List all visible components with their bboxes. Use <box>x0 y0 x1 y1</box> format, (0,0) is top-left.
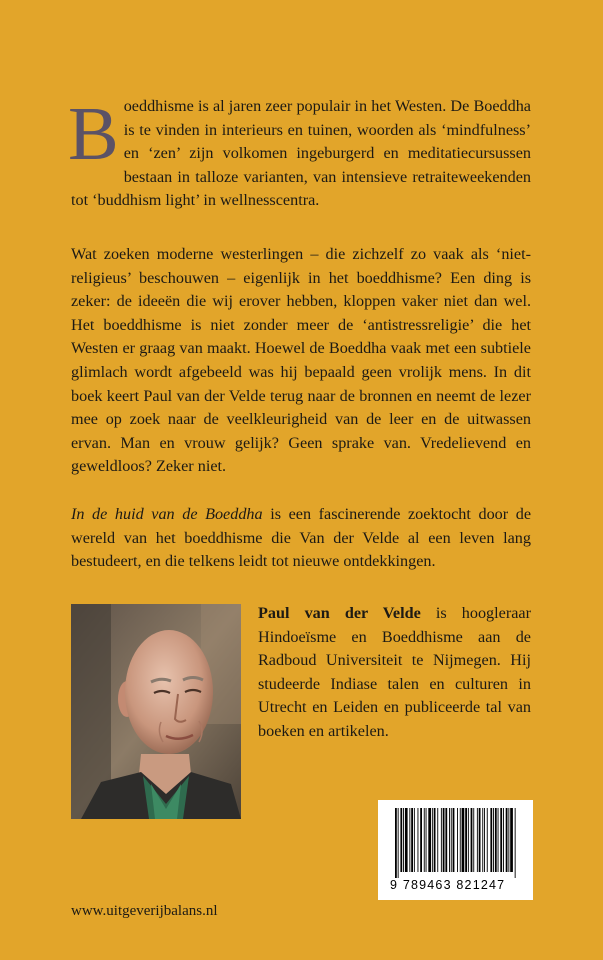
barcode-bars <box>395 808 516 878</box>
barcode-bar <box>405 808 408 872</box>
barcode-bar <box>424 808 425 872</box>
barcode-bar <box>498 808 499 872</box>
barcode-bar <box>434 808 436 872</box>
barcode-bar <box>414 808 415 872</box>
barcode-bar <box>484 808 485 872</box>
barcode-bar <box>453 808 455 872</box>
barcode-bar <box>487 808 488 872</box>
summary-paragraph <box>71 503 531 574</box>
barcode-bar <box>482 808 483 872</box>
barcode-bar <box>398 808 399 878</box>
barcode-bar <box>490 808 492 872</box>
barcode-bar <box>400 808 402 872</box>
barcode-bar <box>468 808 469 872</box>
intro-paragraph <box>68 92 531 213</box>
barcode-bar <box>493 808 494 872</box>
barcode-bar <box>443 808 445 872</box>
barcode-bar <box>510 808 513 872</box>
barcode-bar <box>403 808 404 872</box>
barcode-bar <box>495 808 497 872</box>
barcode-bar <box>451 808 452 872</box>
drop-cap: B <box>68 92 119 176</box>
barcode-bar <box>441 808 442 872</box>
barcode <box>378 800 533 900</box>
barcode-bar <box>411 808 413 872</box>
body-paragraph: Wat zoeken moderne westerlingen – die zichzelf zo vaak als ‘niet-religieus’ beschouwen – eigenlijk in het boeddhisme? Een ding is zeker: de ideeën die wij erover hebben, kloppen vaker niet dan wel. Het boeddhisme is niet zonder meer de ‘antistressreligie’ die het Westen er graag van maakt. Hoewel de Boeddha vaak met een subtiele glimlach wordt afgebeeld was hij bepaald geen vrolijk mens. In dit boek keert Paul van der Velde terug naar de bronnen en neemt de lezer mee op zoek naar de veelkleurigheid van de leer en de uitwassen ervan. Man en vrouw gelijk? Geen sprake van. Vredelievend en geweldloos? Zeker niet. <box>71 245 531 476</box>
barcode-bar <box>460 808 461 872</box>
barcode-bar <box>462 808 465 872</box>
barcode-bar <box>420 808 422 872</box>
barcode-bar <box>409 808 410 872</box>
author-bio-text: is hoogleraar Hindoeïsme en Boeddhisme aan de Radboud Universiteit te Nijmegen. Hij studeerde Indiase talen en culturen in Utrecht en Leiden en publiceerde tal van boeken en artikelen. <box>258 604 531 740</box>
barcode-bar <box>473 808 474 872</box>
barcode-bar <box>471 808 473 872</box>
book-title: In de huid van de Boeddha <box>71 505 263 523</box>
intro-text: oeddhisme is al jaren zeer populair in het Westen. De Boeddha is te vinden in interieurs en tuinen, woorden als ‘mindfulness’ en ‘zen’ zijn volkomen ingeburgerd en meditatiecursussen bestaan in talloze varianten, van intensieve retraiteweekenden tot ‘buddhism light’ in wellnesscentra. <box>71 97 531 210</box>
barcode-bar <box>437 808 438 872</box>
publisher-website[interactable]: www.uitgeverijbalans.nl <box>71 903 218 919</box>
author-photo <box>71 604 241 819</box>
barcode-bar <box>500 808 502 872</box>
barcode-bar <box>479 808 481 872</box>
barcode-bar <box>432 808 433 872</box>
barcode-bar <box>457 808 458 872</box>
barcode-bar <box>418 808 419 872</box>
barcode-bar <box>465 808 467 872</box>
barcode-bar <box>506 808 508 872</box>
author-bio <box>258 602 531 744</box>
barcode-bar <box>449 808 450 872</box>
barcode-bar <box>426 808 427 872</box>
barcode-bar <box>503 808 504 872</box>
author-name: Paul van der Velde <box>258 604 421 622</box>
barcode-bar <box>445 808 447 872</box>
summary-text: is een fascinerende zoektocht door de wereld van het boeddhisme die Van der Velde al een leven lang bestudeert, en die telkens leidt tot nieuwe ontdekkingen. <box>71 505 532 571</box>
barcode-bar <box>395 808 397 878</box>
isbn-number: 9 789463 821247 <box>390 878 506 892</box>
barcode-bar <box>515 808 516 878</box>
barcode-bar <box>428 808 431 872</box>
barcode-bar <box>477 808 478 872</box>
barcode-bar <box>508 808 509 872</box>
